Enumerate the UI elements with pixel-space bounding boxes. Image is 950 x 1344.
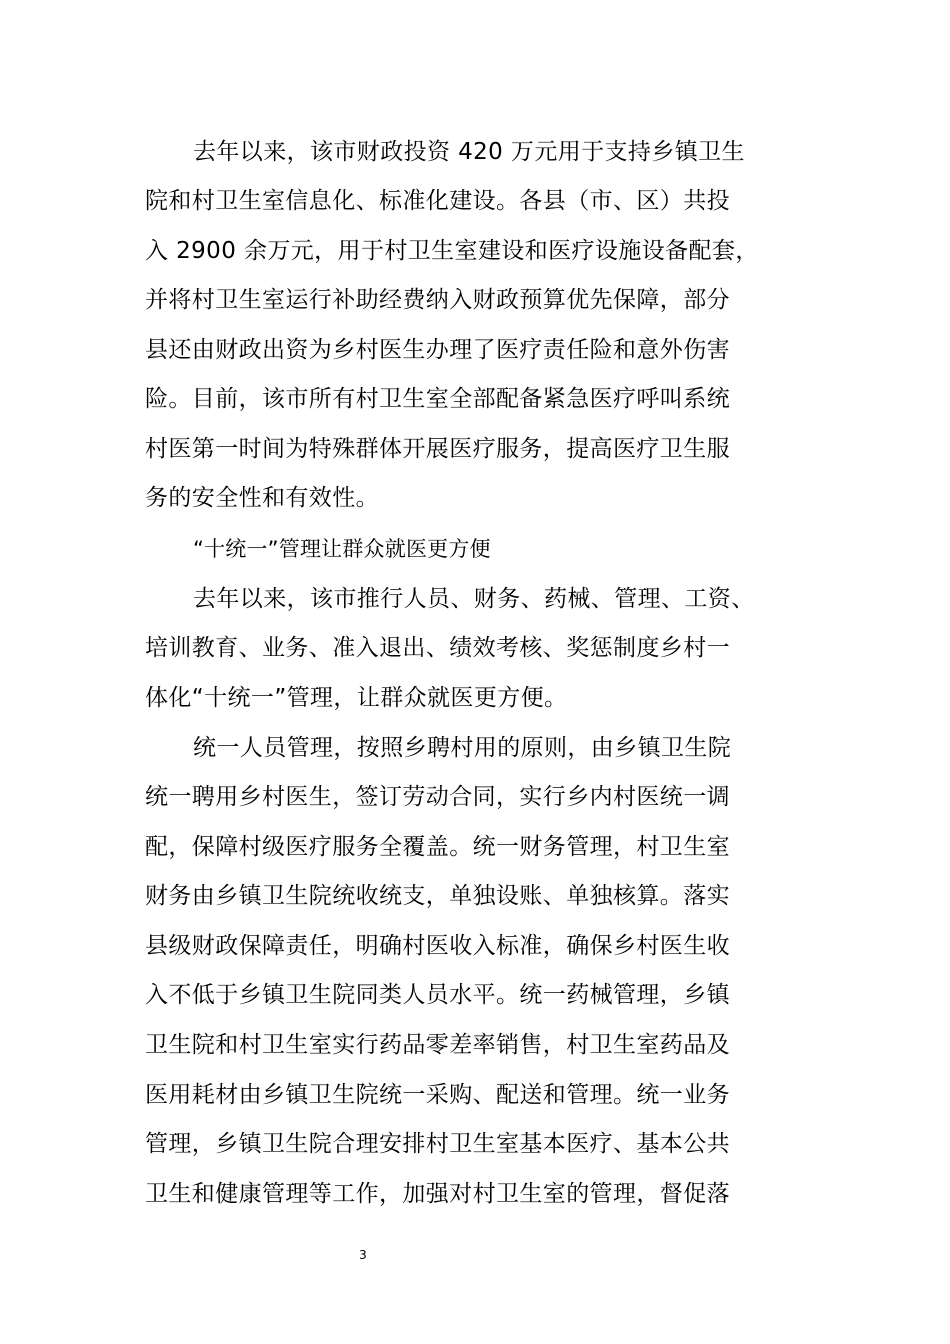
paragraph-line: 入 2900 余万元，用于村卫生室建设和医疗设施设备配套， [145, 238, 759, 264]
paragraph-line: 去年以来，该市财政投资 420 万元用于支持乡镇卫生 [193, 139, 745, 165]
section-heading: “十统一”管理让群众就医更方便 [193, 537, 491, 561]
paragraph-line: 培训教育、业务、准入退出、绩效考核、奖惩制度乡村一 [145, 635, 730, 661]
paragraph-line: 管理，乡镇卫生院合理安排村卫生室基本医疗、基本公共 [145, 1131, 730, 1157]
paragraph-line: 村医第一时间为特殊群体开展医疗服务，提高医疗卫生服 [145, 436, 730, 462]
paragraph-line: 体化“十统一”管理，让群众就医更方便。 [145, 685, 568, 711]
paragraph-line: 统一聘用乡村医生，签订劳动合同，实行乡内村医统一调 [145, 784, 730, 810]
paragraph-line: 统一人员管理，按照乡聘村用的原则，由乡镇卫生院 [193, 735, 732, 761]
paragraph-line: 县还由财政出资为乡村医生办理了医疗责任险和意外伤害 [145, 337, 730, 363]
paragraph-line: 卫生院和村卫生室实行药品零差率销售，村卫生室药品及 [145, 1032, 730, 1058]
paragraph-line: 去年以来，该市推行人员、财务、药械、管理、工资、 [193, 586, 755, 612]
paragraph-line: 险。目前，该市所有村卫生室全部配备紧急医疗呼叫系统 [145, 386, 730, 412]
paragraph-line: 卫生和健康管理等工作，加强对村卫生室的管理，督促落 [145, 1181, 730, 1207]
paragraph-line: 入不低于乡镇卫生院同类人员水平。统一药械管理，乡镇 [145, 982, 730, 1008]
paragraph-line: 院和村卫生室信息化、标准化建设。各县（市、区）共投 [145, 188, 730, 214]
paragraph-line: 并将村卫生室运行补助经费纳入财政预算优先保障，部分 [145, 287, 730, 313]
paragraph-line: 县级财政保障责任，明确村医收入标准，确保乡村医生收 [145, 933, 730, 959]
paragraph-line: 财务由乡镇卫生院统收统支，单独设账、单独核算。落实 [145, 883, 730, 909]
paragraph-line: 医用耗材由乡镇卫生院统一采购、配送和管理。统一业务 [145, 1082, 730, 1108]
paragraph-line: 务的安全性和有效性。 [145, 485, 379, 511]
paragraph-line: 配，保障村级医疗服务全覆盖。统一财务管理，村卫生室 [145, 834, 730, 860]
page-number: 3 [359, 1248, 367, 1262]
